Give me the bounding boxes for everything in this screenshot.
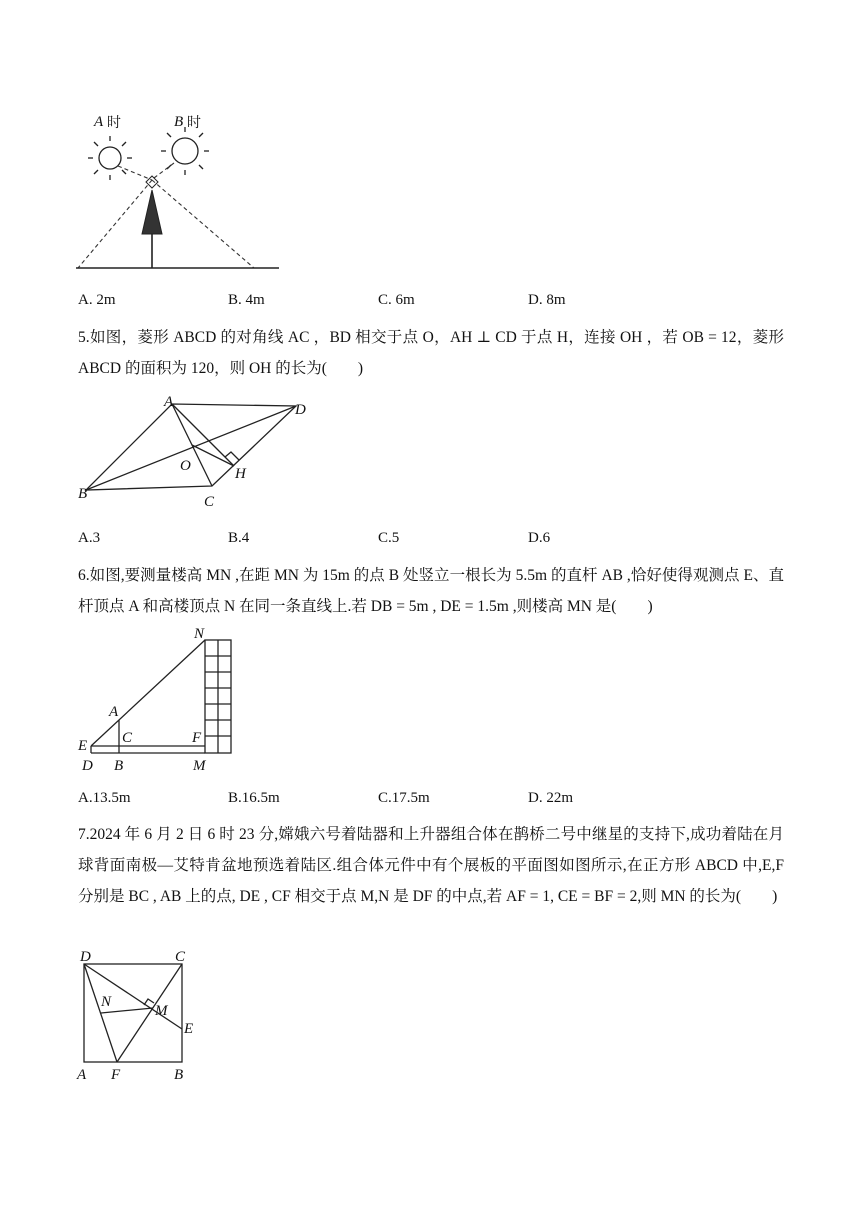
q6-point-n: N [194, 626, 205, 642]
right-angle-mark [146, 176, 158, 188]
q4-figure [74, 108, 284, 274]
shadow-rays [78, 163, 254, 268]
q4-label-a: A [94, 114, 104, 130]
q6-figure [74, 624, 244, 776]
tree-icon [142, 190, 162, 234]
q6-point-f: F [192, 730, 202, 746]
q6-point-c: C [122, 730, 133, 746]
q5-point-h: H [235, 466, 246, 482]
q7-point-c: C [175, 949, 186, 965]
q7-point-a: A [77, 1067, 87, 1082]
q5-option-b[interactable]: B.4 [228, 530, 250, 546]
q5-option-c[interactable]: C.5 [378, 530, 400, 546]
q4-option-d[interactable]: D. 8m [528, 292, 566, 308]
q4-label-a-time: 时 [107, 116, 121, 131]
q6-point-e: E [78, 738, 88, 754]
q7-point-e: E [184, 1021, 194, 1037]
q6-point-m: M [193, 758, 206, 774]
q7-point-m: M [155, 1003, 168, 1019]
q6-option-c[interactable]: C.17.5m [378, 790, 430, 806]
q7-point-n: N [101, 994, 112, 1010]
q6-option-b[interactable]: B.16.5m [228, 790, 280, 806]
q4-option-b[interactable]: B. 4m [228, 292, 265, 308]
q5-question-text: 5.如图，菱形 ABCD 的对角线 AC ，BD 相交于点 O，AH ⊥ CD 于点 H，连接 OH ，若 OB = 12，菱形 ABCD 的面积为 120，则 OH 的长为( ) [78, 329, 784, 377]
q4-option-a[interactable]: A. 2m [78, 292, 116, 308]
q5-point-d: D [295, 402, 306, 418]
sun-a-icon [88, 136, 132, 180]
q5-point-b: B [78, 486, 88, 502]
q7-question-text: 7.2024 年 6 月 2 日 6 时 23 分,嫦娥六号着陆器和上升器组合体在鹊桥二号中继星的支持下,成功着陆在月球背面南极—艾特肯盆地预选着陆区.组合体元件中有个展板的平面图如图所示,在正方形 ABCD 中,E,F 分别是 BC , AB 上的点, DE , CF 相交于点 M,N 是 DF 的中点,若 AF = 1, CE = BF = 2,则 MN 的长为( ) [78, 826, 784, 905]
q6-point-d: D [82, 758, 93, 774]
q7-point-f: F [111, 1067, 121, 1082]
q5-point-a: A [164, 394, 174, 410]
q7-point-b: B [174, 1067, 184, 1082]
q5-option-a[interactable]: A.3 [78, 530, 101, 546]
q6-point-a: A [109, 704, 119, 720]
q4-label-b: B [174, 114, 184, 130]
q5-point-c: C [204, 494, 215, 510]
q6-question-text: 6.如图,要测量楼高 MN ,在距 MN 为 15m 的点 B 处竖立一根长为 5.5m 的直杆 AB ,恰好使得观测点 E、直杆顶点 A 和高楼顶点 N 在同一条直线上.若 DB = 5m , DE = 1.5m ,则楼高 MN 是( ) [78, 567, 784, 615]
q6-point-b: B [114, 758, 124, 774]
q6-option-d[interactable]: D. 22m [528, 790, 573, 806]
q7-point-d: D [80, 949, 91, 965]
q6-option-a[interactable]: A.13.5m [78, 790, 131, 806]
q5-figure [74, 392, 324, 514]
q5-option-d[interactable]: D.6 [528, 530, 551, 546]
q7-figure [74, 946, 204, 1082]
q5-point-o: O [180, 458, 191, 474]
q4-label-b-time: 时 [187, 116, 201, 131]
q4-option-c[interactable]: C. 6m [378, 292, 415, 308]
